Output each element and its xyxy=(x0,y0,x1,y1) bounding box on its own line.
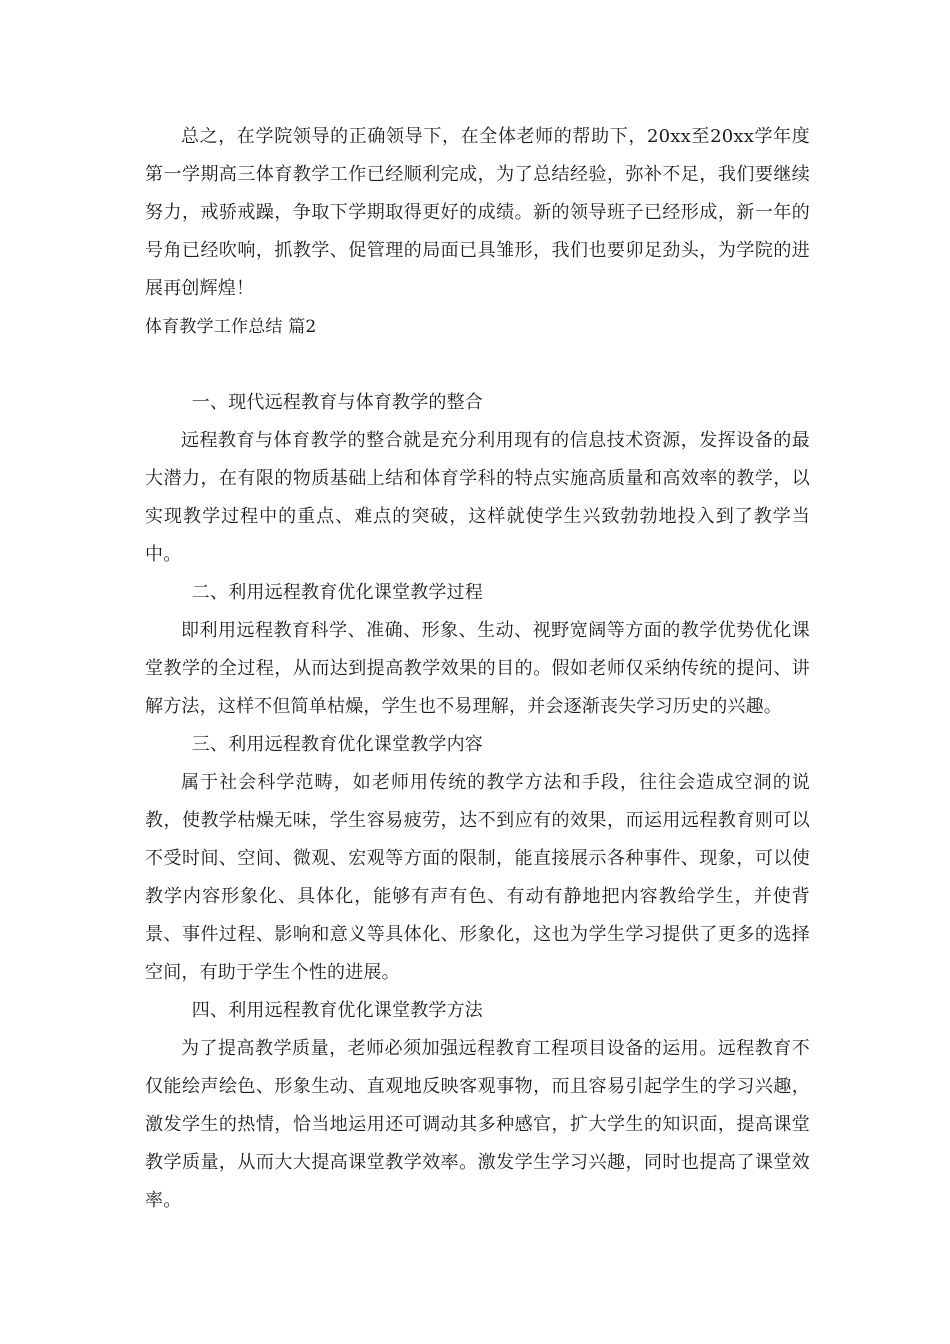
section-heading-3: 三、利用远程教育优化课堂教学内容 xyxy=(191,734,483,755)
intro-paragraph: 总之，在学院领导的正确领导下，在全体老师的帮助下，20xx至20xx学年度第一学期高三体育教学工作已经顺利完成，为了总结经验，弥补不足，我们要继续努力，戒骄戒躁，争取下学期取得更好的成绩。新的领导班子已经形成，新一年的号角已经吹响，抓教学、促管理的局面已具雏形，我们也要卯足劲头，为学院的进展再创辉煌！ xyxy=(145,126,810,299)
document-page xyxy=(145,118,810,1220)
article-title: 体育教学工作总结 篇2 xyxy=(145,317,317,337)
section-heading-4: 四、利用远程教育优化课堂教学方法 xyxy=(191,1000,483,1021)
section-heading-1: 一、现代远程教育与体育教学的整合 xyxy=(191,392,483,413)
section-body-2: 即利用远程教育科学、准确、形象、生动、视野宽阔等方面的教学优势优化课堂教学的全过程，从而达到提高教学效果的目的。假如老师仅采纳传统的提问、讲解方法，这样不但简单枯燥，学生也不易理解，并会逐渐丧失学习历史的兴趣。 xyxy=(145,620,810,717)
section-body-1: 远程教育与体育教学的整合就是充分利用现有的信息技术资源，发挥设备的最大潜力，在有限的物质基础上结和体育学科的特点实施高质量和高效率的教学，以实现教学过程中的重点、难点的突破，这样就使学生兴致勃勃地投入到了教学当中。 xyxy=(145,430,810,565)
section-body-3: 属于社会科学范畴，如老师用传统的教学方法和手段，往往会造成空洞的说教，使教学枯燥无味，学生容易疲劳，达不到应有的效果，而运用远程教育则可以不受时间、空间、微观、宏观等方面的限制，能直接展示各种事件、现象，可以使教学内容形象化、具体化，能够有声有色、有动有静地把内容教给学生，并使背景、事件过程、影响和意义等具体化、形象化，这也为学生学习提供了更多的选择空间，有助于学生个性的进展。 xyxy=(145,772,810,983)
blank-line xyxy=(145,346,810,384)
section-body-4: 为了提高教学质量，老师必须加强远程教育工程项目设备的运用。远程教育不仅能绘声绘色、形象生动、直观地反映客观事物，而且容易引起学生的学习兴趣，激发学生的热情，恰当地运用还可调动其多种感官，扩大学生的知识面，提高课堂教学质量，从而大大提高课堂教学效率。激发学生学习兴趣，同时也提高了课堂效率。 xyxy=(145,1038,810,1211)
section-heading-2: 二、利用远程教育优化课堂教学过程 xyxy=(191,582,483,603)
